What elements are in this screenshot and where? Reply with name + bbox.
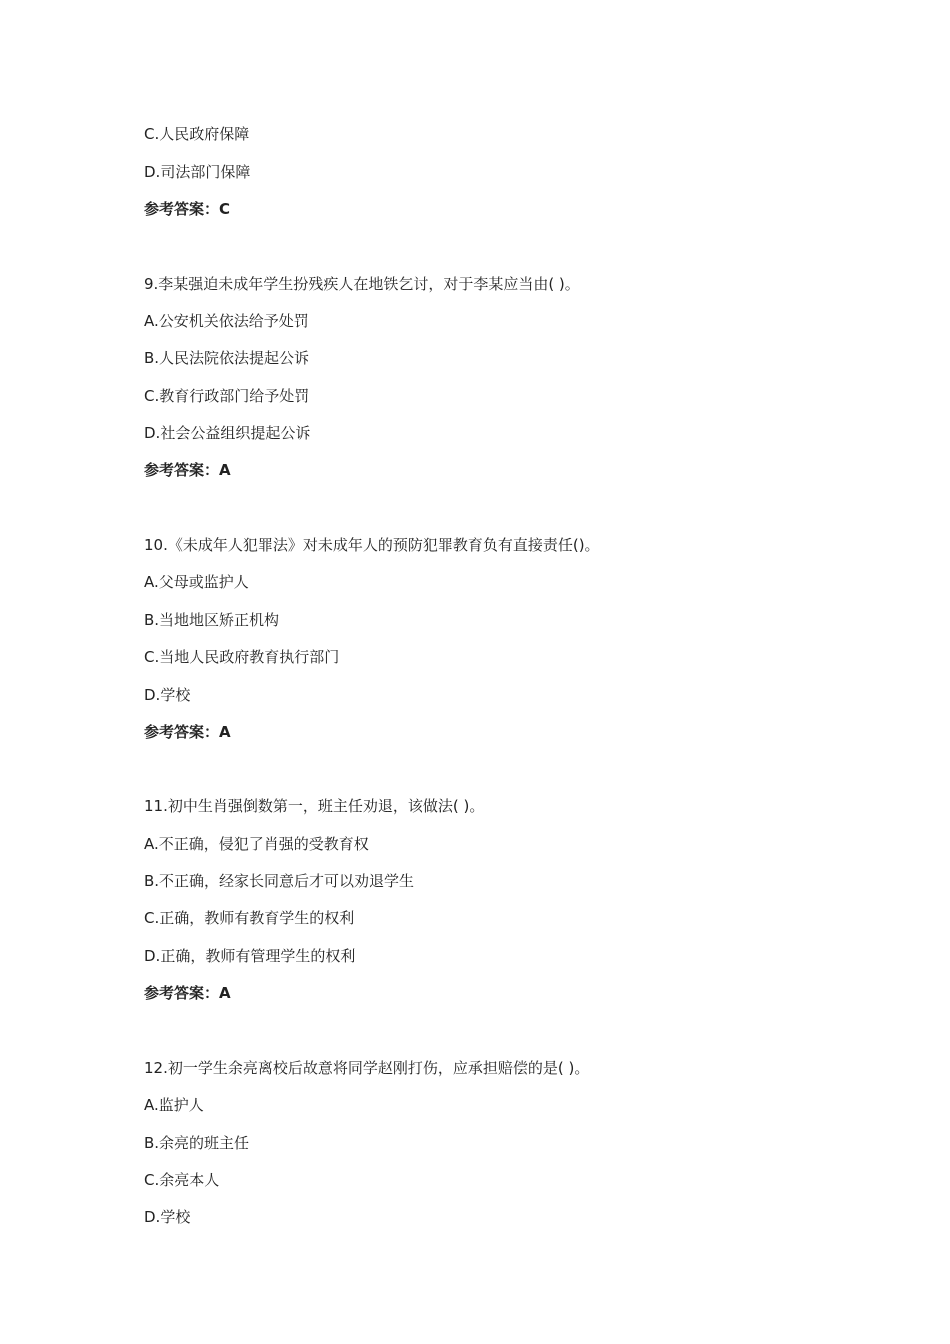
- question-stem: 10.《未成年人犯罪法》对未成年人的预防犯罪教育负有直接责任()。: [144, 536, 600, 554]
- question-stem: 12.初一学生余亮离校后故意将同学赵刚打伤，应承担赔偿的是( )。: [144, 1059, 590, 1077]
- option-c: C.正确，教师有教育学生的权利: [144, 909, 355, 927]
- option-b: B.不正确，经家长同意后才可以劝退学生: [144, 872, 415, 890]
- option-d: D.学校: [144, 686, 191, 704]
- option-b: B.余亮的班主任: [144, 1134, 250, 1152]
- question-stem: 9.李某强迫未成年学生扮残疾人在地铁乞讨，对于李某应当由( )。: [144, 275, 580, 293]
- option-a: A.父母或监护人: [144, 573, 249, 591]
- reference-answer: 参考答案：A: [144, 984, 231, 1002]
- question-stem: 11.初中生肖强倒数第一，班主任劝退，该做法( )。: [144, 797, 485, 815]
- option-d: D.司法部门保障: [144, 163, 251, 181]
- option-b: B.人民法院依法提起公诉: [144, 349, 310, 367]
- option-c: C.余亮本人: [144, 1171, 220, 1189]
- option-d: D.社会公益组织提起公诉: [144, 424, 311, 442]
- reference-answer: 参考答案：A: [144, 461, 231, 479]
- option-a: A.监护人: [144, 1096, 204, 1114]
- option-a: A.公安机关依法给予处罚: [144, 312, 309, 330]
- reference-answer: 参考答案：A: [144, 723, 231, 741]
- option-a: A.不正确，侵犯了肖强的受教育权: [144, 835, 369, 853]
- option-c: C.教育行政部门给予处罚: [144, 387, 310, 405]
- option-d: D.正确，教师有管理学生的权利: [144, 947, 356, 965]
- reference-answer: 参考答案：C: [144, 200, 231, 218]
- option-c: C.当地人民政府教育执行部门: [144, 648, 340, 666]
- option-d: D.学校: [144, 1208, 191, 1226]
- option-b: B.当地地区矫正机构: [144, 611, 280, 629]
- option-c: C.人民政府保障: [144, 125, 250, 143]
